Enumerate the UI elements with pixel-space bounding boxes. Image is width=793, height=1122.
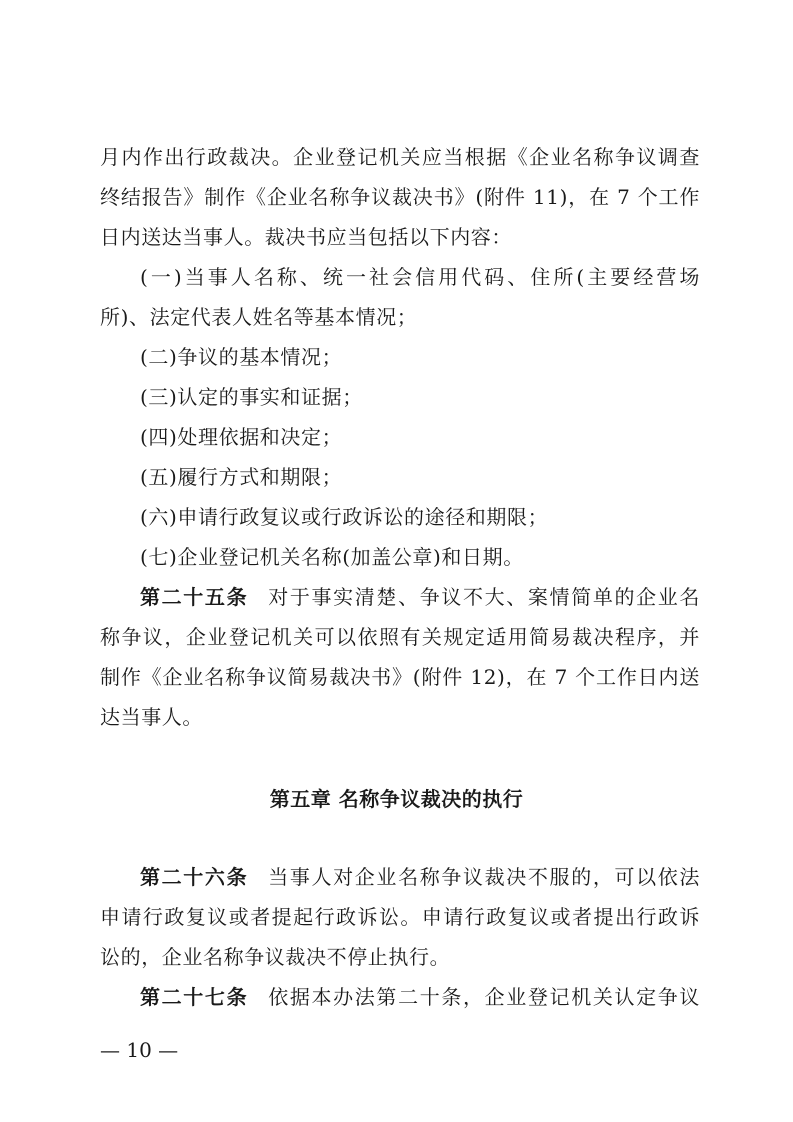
- article-25-text: 对于事实清楚、争议不大、案情简单的企业名: [268, 585, 701, 609]
- list-item-2: (二)争议的基本情况；: [140, 345, 343, 369]
- article-27-text: 依据本办法第二十条，企业登记机关认定争议: [268, 985, 701, 1009]
- article-27-label: 第二十七条: [140, 985, 249, 1009]
- paragraph-line: 终结报告》制作《企业名称争议裁决书》(附件 11)，在 7 个工作: [100, 185, 700, 209]
- paragraph-line: 申请行政复议或者提起行政诉讼。申请行政复议或者提出行政诉: [100, 905, 700, 929]
- article-26-label: 第二十六条: [140, 865, 249, 889]
- paragraph-line: 讼的，企业名称争议裁决不停止执行。: [100, 945, 451, 969]
- article-27-line: [100, 983, 700, 1011]
- paragraph-line: 称争议，企业登记机关可以依照有关规定适用简易裁决程序，并: [100, 625, 700, 649]
- paragraph-line: 月内作出行政裁决。企业登记机关应当根据《企业名称争议调查: [100, 145, 700, 169]
- paragraph-line: 达当事人。: [100, 705, 203, 729]
- list-item-5: (五)履行方式和期限；: [140, 465, 343, 489]
- article-25-line: [100, 583, 700, 611]
- list-item-6: (六)申请行政复议或行政诉讼的途径和期限；: [140, 505, 549, 529]
- page-number: — 10 —: [100, 1038, 179, 1062]
- paragraph-line: 制作《企业名称争议简易裁决书》(附件 12)，在 7 个工作日内送: [100, 665, 700, 689]
- list-item-7: (七)企业登记机关名称(加盖公章)和日期。: [140, 545, 524, 569]
- article-25-label: 第二十五条: [140, 585, 249, 609]
- chapter-title: 第五章 名称争议裁决的执行: [269, 787, 524, 811]
- article-26-text: 当事人对企业名称争议裁决不服的，可以依法: [268, 865, 701, 889]
- list-item-4: (四)处理依据和决定；: [140, 425, 343, 449]
- list-item-3: (三)认定的事实和证据；: [140, 385, 363, 409]
- list-item-1-cont: 所)、法定代表人姓名等基本情况；: [100, 305, 418, 329]
- article-26-line: [100, 863, 700, 891]
- paragraph-line: 日内送达当事人。裁决书应当包括以下内容：: [100, 225, 512, 249]
- list-item-1: (一)当事人名称、统一社会信用代码、住所(主要经营场: [140, 265, 700, 289]
